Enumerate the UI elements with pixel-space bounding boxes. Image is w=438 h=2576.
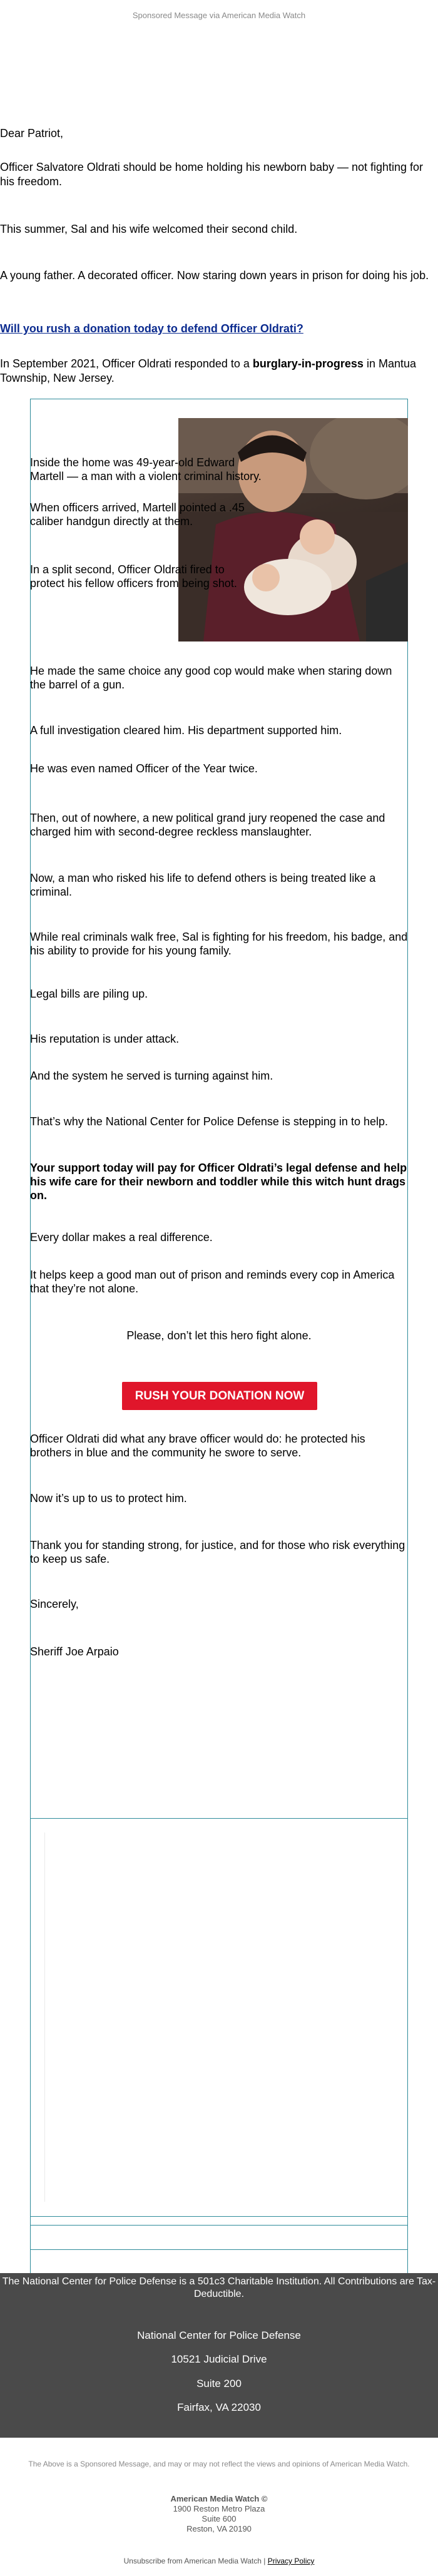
organization-footer bbox=[0, 2273, 438, 2438]
intro-paragraph: A young father. A decorated officer. Now staring down years in prison for doing his job. bbox=[0, 269, 429, 282]
photo-illustration bbox=[178, 418, 408, 641]
embedded-frame bbox=[30, 2225, 408, 2250]
story-paragraph: When officers arrived, Martell pointed a .45 caliber handgun directly at them. bbox=[30, 501, 245, 528]
story-paragraph: Every dollar makes a real difference. bbox=[30, 1231, 213, 1244]
story-callout: Your support today will pay for Officer Oldrati’s legal defense and help his wife care for their newborn and toddler while this witch hunt drags on. bbox=[30, 1162, 407, 1202]
sponsored-notice: Sponsored Message via American Media Watch bbox=[132, 11, 306, 20]
publisher-street: 1900 Reston Metro Plaza bbox=[173, 2504, 265, 2513]
intro-paragraph: This summer, Sal and his wife welcomed their second child. bbox=[0, 223, 298, 235]
tax-disclaimer: The National Center for Police Defense is a 501c3 Charitable Institution. All Contributions are Tax-Deductible. bbox=[2, 2276, 436, 2299]
org-name: National Center for Police Defense bbox=[137, 2329, 301, 2341]
publisher-city: Reston, VA 20190 bbox=[186, 2524, 252, 2533]
story-paragraph: Inside the home was 49-year-old Edward Martell — a man with a violent criminal history. bbox=[30, 456, 262, 483]
donation-ask-link[interactable]: Will you rush a donation today to defend Officer Oldrati? bbox=[0, 322, 303, 335]
story-paragraph: His reputation is under attack. bbox=[30, 1033, 180, 1045]
publisher-name: American Media Watch © bbox=[170, 2494, 268, 2503]
story-paragraph: A full investigation cleared him. His department supported him. bbox=[30, 724, 342, 737]
org-street: 10521 Judicial Drive bbox=[171, 2353, 267, 2365]
story-paragraph: That’s why the National Center for Police Defense is stepping in to help. bbox=[30, 1115, 388, 1128]
unsubscribe-line bbox=[0, 2557, 438, 2565]
publisher-suite: Suite 600 bbox=[201, 2514, 237, 2523]
greeting: Dear Patriot, bbox=[0, 127, 64, 140]
story-plea: Please, don’t let this hero fight alone. bbox=[126, 1329, 312, 1342]
unsubscribe-text[interactable]: Unsubscribe from American Media Watch | bbox=[123, 2557, 268, 2565]
story-paragraph: Then, out of nowhere, a new political grand jury reopened the case and charged him with second-degree reckless manslaughter. bbox=[30, 812, 385, 838]
intro-paragraph: In September 2021, Officer Oldrati responded to a burglary-in-progress in Mantua Township, New Jersey. bbox=[0, 357, 416, 384]
story-paragraph: Now it’s up to us to protect him. bbox=[30, 1492, 187, 1505]
sponsor-notice: The Above is a Sponsored Message, and may or may not reflect the views and opinions of American Media Watch. bbox=[28, 2460, 410, 2468]
story-paragraph: Thank you for standing strong, for justice, and for those who risk everything to keep us safe. bbox=[30, 1539, 405, 1565]
org-city: Fairfax, VA 22030 bbox=[177, 2401, 261, 2413]
story-paragraph: He made the same choice any good cop would make when staring down the barrel of a gun. bbox=[30, 665, 392, 691]
story-paragraph: And the system he served is turning against him. bbox=[30, 1070, 273, 1082]
story-paragraph: Legal bills are piling up. bbox=[30, 988, 148, 1000]
story-paragraph: Officer Oldrati did what any brave officer would do: he protected his brothers in blue and the community he swore to serve. bbox=[30, 1433, 365, 1459]
story-paragraph: He was even named Officer of the Year twice. bbox=[30, 762, 258, 775]
org-suite: Suite 200 bbox=[196, 2378, 242, 2389]
signature: Sheriff Joe Arpaio bbox=[30, 1645, 119, 1658]
closing: Sincerely, bbox=[30, 1598, 79, 1610]
story-paragraph: It helps keep a good man out of prison and reminds every cop in America that they’re not alone. bbox=[30, 1269, 395, 1295]
embedded-frame bbox=[30, 1818, 408, 2217]
story-paragraph: While real criminals walk free, Sal is fighting for his freedom, his badge, and his ability to provide for his young family. bbox=[30, 931, 408, 957]
officer-family-photo bbox=[178, 418, 408, 641]
privacy-policy-link[interactable]: Privacy Policy bbox=[267, 2557, 315, 2565]
donate-button[interactable]: RUSH YOUR DONATION NOW bbox=[122, 1382, 317, 1410]
intro-paragraph: Officer Salvatore Oldrati should be home holding his newborn baby — not fighting for his freedom. bbox=[0, 161, 424, 188]
story-paragraph: In a split second, Officer Oldrati fired to protect his fellow officers from being shot. bbox=[30, 563, 237, 590]
story-paragraph: Now, a man who risked his life to defend others is being treated like a criminal. bbox=[30, 872, 376, 898]
